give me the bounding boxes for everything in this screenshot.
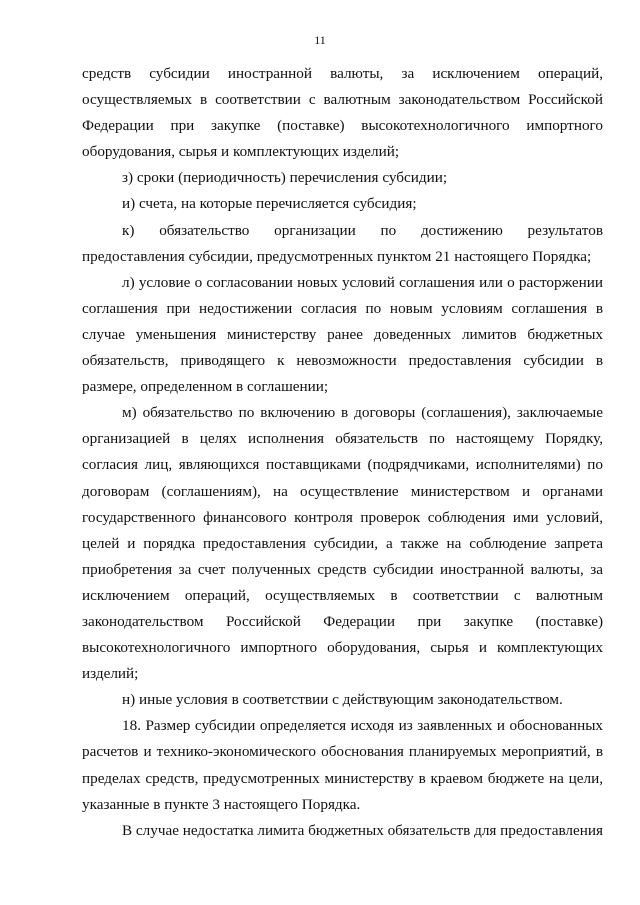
list-item-z: з) сроки (периодичность) перечисления субсидии;: [122, 169, 448, 187]
list-item-n: н) иные условия в соответствии с действующим законодательством.: [122, 691, 563, 709]
page-number: 11: [314, 33, 326, 47]
paragraph-continuation: средств субсидии иностранной валюты, за исключением операций, осуществляемых в соответствии с валютным законодательством Российской Федерации при закупке (поставке) высокотехнологичного импортного оборудования, сырья и комплектующих изделий;: [82, 65, 603, 161]
list-item-m: м) обязательство по включению в договоры (соглашения), заключаемые организацией в целях исполнения обязательств по настоящему Порядку, согласия лиц, являющихся поставщиками (подрядчиками, исполнителями) по договорам (соглашениям), на осуществление министерством и органами государственного финансового контроля проверок соблюдения ими условий, целей и порядка предоставления субсидии, а также на соблюдение запрета приобретения за счет полученных средств субсидии иностранной валюты, за исключением операций, осуществляемых в соответствии с валютным законодательством Российской Федерации при закупке (поставке) высокотехнологичного импортного оборудования, сырья и комплектующих изделий;: [82, 404, 603, 683]
paragraph-final: В случае недостатка лимита бюджетных обязательств для предоставления: [122, 821, 603, 839]
document-body: [82, 61, 603, 844]
list-item-l: л) условие о согласовании новых условий соглашения или о расторжении соглашения при недостижении согласия по новым условиям соглашения в случае уменьшения министерству ранее доведенных лимитов бюджетных обязательств, приводящего к невозможности предоставления субсидии в размере, определенном в соглашении;: [82, 273, 603, 396]
list-item-k: к) обязательство организации по достижению результатов предоставления субсидии, предусмотренных пунктом 21 настоящего Порядка;: [82, 221, 603, 265]
list-item-i: и) счета, на которые перечисляется субсидия;: [122, 195, 417, 213]
clause-18: 18. Размер субсидии определяется исходя из заявленных и обоснованных расчетов и технико-экономического обоснования планируемых мероприятий, в пределах средств, предусмотренных министерству в краевом бюджете на цели, указанные в пункте 3 настоящего Порядка.: [82, 717, 603, 813]
